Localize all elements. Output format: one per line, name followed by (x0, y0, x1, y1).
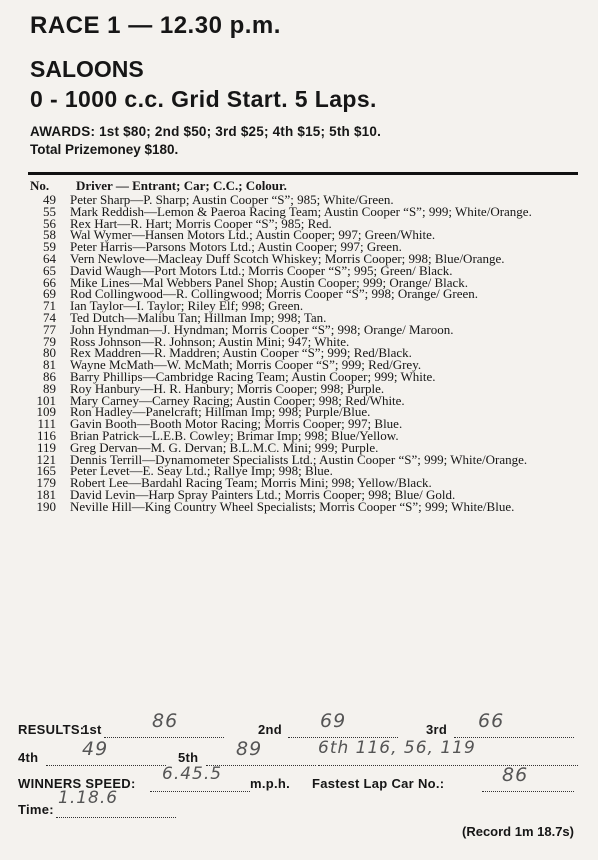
entry-number: 89 (43, 380, 56, 396)
entry-number: 65 (43, 262, 56, 278)
entry-number: 119 (36, 439, 56, 455)
result-1st-line (104, 737, 224, 738)
entry-details: Roy Hanbury—H. R. Hanbury; Morris Cooper; 998; Purple. (70, 380, 385, 396)
entry-details: Brian Patrick—L.E.B. Cowley; Brimar Imp; 998; Blue/Yellow. (70, 427, 399, 443)
entry-number: 121 (36, 451, 56, 467)
entry-details: Peter Levet—E. Seay Ltd.; Rallye Imp; 998; Blue. (70, 463, 333, 479)
entry-number: 71 (43, 298, 56, 314)
entry-number: 179 (36, 475, 56, 491)
entry-number: 66 (43, 274, 56, 290)
entry-number: 69 (43, 286, 56, 302)
fastest-lap-label: Fastest Lap Car No.: (312, 776, 445, 791)
header-rule (28, 172, 578, 175)
entry-number: 55 (43, 203, 56, 219)
entry-number: 80 (43, 345, 56, 361)
entry-details: David Waugh—Port Motors Ltd.; Morris Cooper “S”; 995; Green/ Black. (70, 262, 453, 278)
entry-number: 77 (43, 321, 56, 337)
entry-details: Rod Collingwood—R. Collingwood; Morris Cooper “S”; 998; Orange/ Green. (70, 286, 479, 302)
column-desc: Driver — Entrant; Car; C.C.; Colour. (76, 178, 287, 193)
entry-number: 56 (43, 215, 56, 231)
column-no: No. (30, 178, 50, 193)
entry-number: 86 (43, 368, 56, 384)
entry-number: 165 (36, 463, 56, 479)
entry-number: 81 (43, 357, 56, 373)
result-3rd-value: 66 (478, 710, 505, 732)
entry-details: Dennis Terrill—Dynamometer Specialists Ltd.; Austin Cooper “S”; 999; White/Orange. (70, 451, 528, 467)
entry-details: John Hyndman—J. Hyndman; Morris Cooper “S”; 998; Orange/ Maroon. (70, 321, 454, 337)
entry-number: 64 (43, 250, 56, 266)
race-spec: 0 - 1000 c.c. Grid Start. 5 Laps. (30, 86, 377, 112)
prizemoney-line: Total Prizemoney $180. (30, 142, 179, 157)
entry-details: Ian Taylor—I. Taylor; Riley Elf; 998; Green. (70, 298, 304, 314)
entry-number: 109 (36, 404, 56, 420)
entry-details: Greg Dervan—M. G. Dervan; B.L.M.C. Mini; 999; Purple. (70, 439, 379, 455)
awards-line: AWARDS: 1st $80; 2nd $50; 3rd $25; 4th $15; 5th $10. (30, 124, 382, 139)
entry-details: Rex Hart—R. Hart; Morris Cooper “S”; 985; Red. (70, 215, 332, 231)
race-title: RACE 1 — 12.30 p.m. (30, 12, 281, 39)
entry-number: 116 (36, 427, 56, 443)
winners-speed-value: 6.45.5 (162, 764, 223, 784)
entry-details: Vern Newlove—Macleay Duff Scotch Whiskey; Morris Cooper; 998; Blue/Orange. (70, 250, 505, 266)
entry-details: Mark Reddish—Lemon & Paeroa Racing Team; Austin Cooper “S”; 999; White/Orange. (70, 203, 532, 219)
time-label: Time: (18, 802, 54, 817)
entry-list (30, 194, 580, 513)
result-4th-value: 49 (82, 738, 109, 760)
result-2nd-value: 69 (320, 710, 347, 732)
entry-details: Ron Hadley—Panelcraft; Hillman Imp; 998; Purple/Blue. (70, 404, 371, 420)
entry-details: Gavin Booth—Booth Motor Racing; Morris Cooper; 997; Blue. (70, 416, 403, 432)
entry-details: Barry Phillips—Cambridge Racing Team; Austin Cooper; 999; White. (70, 368, 436, 384)
entry-details: Mary Carney—Carney Racing; Austin Cooper; 998; Red/White. (70, 392, 405, 408)
result-extra-line (318, 765, 578, 766)
entry-details: David Levin—Harp Spray Painters Ltd.; Morris Cooper; 998; Blue/ Gold. (70, 486, 456, 502)
entry-number: 49 (43, 192, 56, 207)
result-4th-line (46, 765, 166, 766)
winners-speed-line (150, 791, 250, 792)
entry-details: Mike Lines—Mal Webbers Panel Shop; Austin Cooper; 999; Orange/ Black. (70, 274, 469, 290)
result-6th-note: 6th 116, 56, 119 (318, 738, 476, 758)
record-note: (Record 1m 18.7s) (462, 824, 574, 839)
entry-details: Ted Dutch—Malibu Tan; Hillman Imp; 998; Tan. (70, 309, 327, 325)
winners-speed-label: WINNERS SPEED: (18, 776, 136, 791)
entry-details: Ross Johnson—R. Johnson; Austin Mini; 947; White. (70, 333, 350, 349)
result-5th-label: 5th (178, 750, 199, 765)
entry-number: 74 (43, 309, 56, 325)
race-class: SALOONS (30, 56, 144, 82)
result-3rd-label: 3rd (426, 722, 448, 737)
entry-details: Peter Sharp—P. Sharp; Austin Cooper “S”; 985; White/Green. (70, 192, 394, 207)
entry-details: Peter Harris—Parsons Motors Ltd.; Austin Cooper; 997; Green. (70, 239, 402, 255)
entry-number: 59 (43, 239, 56, 255)
entry-row (30, 498, 580, 514)
entry-details: Robert Lee—Bardahl Racing Team; Morris Mini; 998; Yellow/Black. (70, 475, 432, 491)
results-label: RESULTS: (18, 722, 85, 737)
entry-number: 190 (36, 498, 56, 514)
time-line (56, 817, 176, 818)
entry-details: Wal Wymer—Hansen Motors Ltd.; Austin Cooper; 997; Green/White. (70, 227, 436, 243)
fastest-lap-value: 86 (502, 764, 529, 786)
result-1st-value: 86 (152, 710, 179, 732)
entry-details: Rex Maddren—R. Maddren; Austin Cooper “S”; 999; Red/Black. (70, 345, 412, 361)
entry-number: 181 (36, 486, 56, 502)
entry-number: 111 (37, 416, 56, 432)
result-2nd-label: 2nd (258, 722, 283, 737)
result-1st-label: 1st (82, 722, 102, 737)
time-value: 1.18.6 (58, 788, 119, 808)
entry-details: Wayne McMath—W. McMath; Morris Cooper “S”; 999; Red/Grey. (70, 357, 422, 373)
entry-number: 101 (36, 392, 56, 408)
result-4th-label: 4th (18, 750, 39, 765)
result-5th-line (206, 765, 316, 766)
result-5th-value: 89 (236, 738, 263, 760)
fastest-lap-line (482, 791, 574, 792)
entry-number: 58 (43, 227, 56, 243)
speed-unit: m.p.h. (250, 776, 291, 791)
entry-details: Neville Hill—King Country Wheel Specialists; Morris Cooper “S”; 999; White/Blue. (70, 498, 515, 514)
entry-number: 79 (43, 333, 56, 349)
